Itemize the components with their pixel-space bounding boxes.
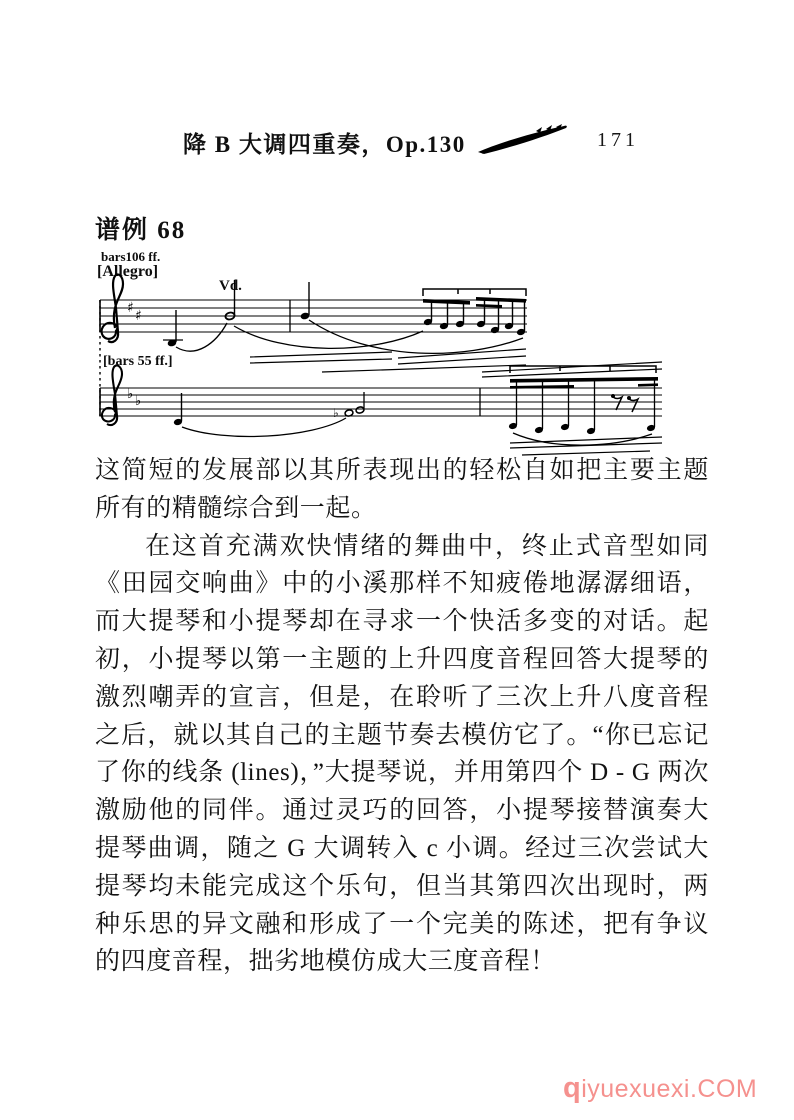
- chapter-title: 降 B 大调四重奏，Op.130: [183, 132, 466, 157]
- site-watermark: [563, 1072, 757, 1105]
- flat-icon: ♭: [127, 387, 134, 402]
- flat-icon: ♭: [135, 394, 142, 409]
- sharp-icon: ♯: [127, 300, 134, 316]
- page-number: 171: [597, 129, 639, 151]
- staff1-bars-label: bars106 ff.: [101, 249, 161, 264]
- paragraph-1: 这简短的发展部以其所表现出的轻松自如把主要主题所有的精髓综合到一起。: [95, 457, 709, 522]
- watermark-prefix: q: [563, 1072, 582, 1104]
- staff1-instrument-label: Vd.: [219, 278, 242, 294]
- sharp-icon: ♯: [135, 308, 142, 324]
- staff2-bars-label: [bars 55 ff.]: [103, 354, 173, 369]
- body-text: [95, 452, 709, 981]
- score-example-label: 谱例 68: [95, 217, 187, 244]
- eighth-rest-icon: [627, 396, 638, 412]
- score-example-notation: [90, 246, 740, 464]
- music-staves-drawing: [90, 246, 740, 464]
- staff1-tempo-label: [Allegro]: [97, 263, 159, 280]
- quill-decoration-icon: [476, 124, 572, 156]
- staff2-lines: [100, 388, 662, 416]
- watermark-rest: iyuexuexi.COM: [581, 1075, 758, 1103]
- paragraph-2: 在这首充满欢快情绪的舞曲中，终止式音型如同《田园交响曲》中的小溪那样不知疲倦地潺潺细语，而大提琴和小提琴却在寻求一个快活多变的对话。起初，小提琴以第一主题的上升四度音程回答大提琴的激烈嘲弄的宣言，但是，在聆听了三次上升八度音程之后，就以其自己的主题节奏去模仿它了。“你已忘记了你的线条 (lines)，”大提琴说，并用第四个 D - G 两次激励他的同伴。通过灵巧的回答，小提琴接替演奏大提琴曲调，随之 G 大调转入 c 小调。经过三次尝试大提琴均未能完成这个乐句，但当其第四次出现时，两种乐思的异文融和形成了一个完美的陈述，把有争议的四度音程，拙劣地模仿成大三度音程！: [95, 532, 709, 976]
- flat-icon: ♭: [333, 406, 339, 420]
